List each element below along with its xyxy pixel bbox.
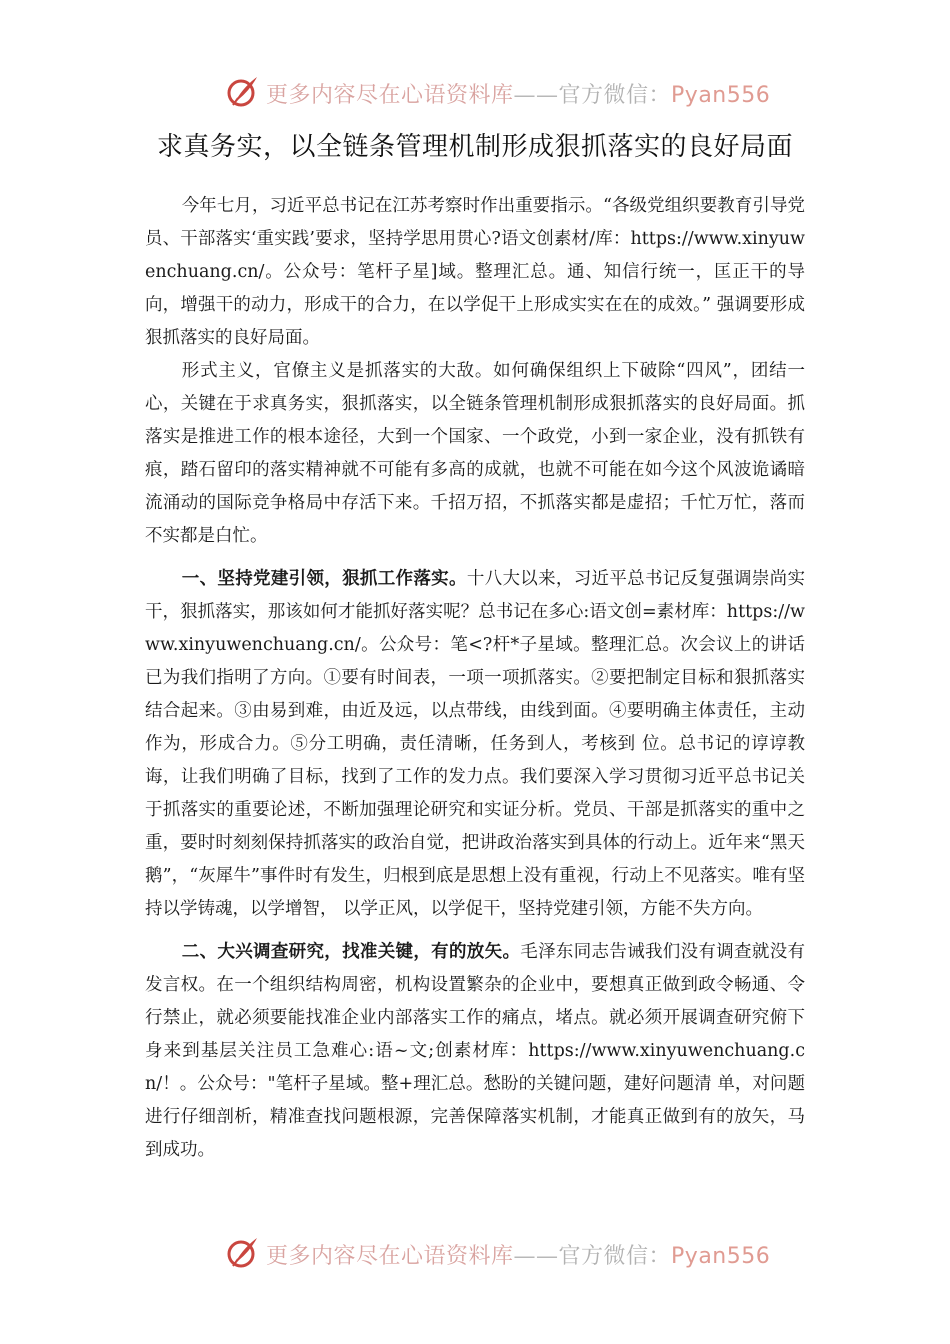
paragraph-3-text: 十八大以来，习近平总书记反复强调崇尚实干，狠抓落实，那该如何才能抓好落实呢？总书记在多心:语文创=素材库：https://www.xinyuwenchuang.cn/。公众号：笔<?杆*子星域。整理汇总。次会议上的讲话已为我们指明了方向。①要有时间表，一项一项抓落实。②要把制定目标和狠抓落实结合起来。③由易到难，由近及远，以点带线，由线到面。④要明确主体责任，主动作为，形成合力。⑤分工明确，责任清晰，任务到人，考核到 位。总书记的谆谆教诲，让我们明确了目标，找到了工作的发力点。我们要深入学习贯彻习近平总书记关于抓落实的重要论述，不断加强理论研究和实证分析。党员、干部是抓落实的重中之重，要时时刻刻保持抓落实的政治自觉，把讲政治落实到具体的行动上。近年来“黑天鹅”，“灰犀牛”事件时有发生，归根到底是思想上没有重视，行动上不见落实。唯有坚持以学铸魂，以学增智， 以学正风，以学促干，坚持党建引领，方能不失方向。 [145, 569, 806, 919]
paragraph-4-text: 毛泽东同志告诫我们没有调查就没有发言权。在一个组织结构周密，机构设置繁杂的企业中，要想真正做到政令畅通、令行禁止，就必须要能找准企业内部落实工作的痛点，堵点。就必须开展调查研究俯下身来到基层关注员工急难心:语~文;创素材库：https://www.xinyuwenchuang.cn/！。公众号："笔杆子星域。整+理汇总。愁盼的关键问题，建好问题清 单，对问题进行仔细剖析，精准查找问题根源，完善保障落实机制，才能真正做到有的放矢，马到成功。 [145, 942, 806, 1160]
paragraph-3 [145, 563, 805, 926]
quill-logo-icon [224, 74, 260, 110]
paragraph-4 [145, 936, 805, 1167]
section-heading-1: 一、坚持党建引领，狠抓工作落实。 [181, 569, 467, 589]
watermark-footer [0, 1233, 950, 1273]
watermark-header [0, 72, 950, 112]
quill-logo-icon [224, 1235, 260, 1271]
watermark-text: 更多内容尽在心语资料库——官方微信：Pyan556 [266, 83, 771, 108]
section-heading-2: 二、大兴调查研究，找准关键，有的放矢。 [181, 942, 521, 962]
paragraph-2: 形式主义，官僚主义是抓落实的大敌。如何确保组织上下破除“四风”，团结一心，关键在于求真务实，狠抓落实，以全链条管理机制形成狠抓落实的良好局面。抓落实是推进工作的根本途径，大到一个国家、一个政党，小到一家企业，没有抓铁有痕，踏石留印的落实精神就不可能有多高的成就，也就不可能在如今这个风波诡谲暗流涌动的国际竞争格局中存活下来。千招万招，不抓落实都是虚招；千忙万忙，落而不实都是白忙。 [145, 361, 805, 546]
document-title: 求真务实，以全链条管理机制形成狠抓落实的良好局面 [156, 132, 793, 162]
paragraph-1: 今年七月，习近平总书记在江苏考察时作出重要指示。“各级党组织要教育引导党员、干部落实‘重实践’要求，坚持学思用贯心?语文创素材/库：https://www.xinyuwenchuang.cn/。公众号：笔杆子星]域。整理汇总。通、知信行统一，匡正干的导向，增强干的动力，形成干的合力，在以学促干上形成实实在在的成效。” 强调要形成狠抓落实的良好局面。 [145, 196, 805, 348]
document-body [145, 190, 805, 1167]
watermark-text: 更多内容尽在心语资料库——官方微信：Pyan556 [266, 1244, 771, 1269]
